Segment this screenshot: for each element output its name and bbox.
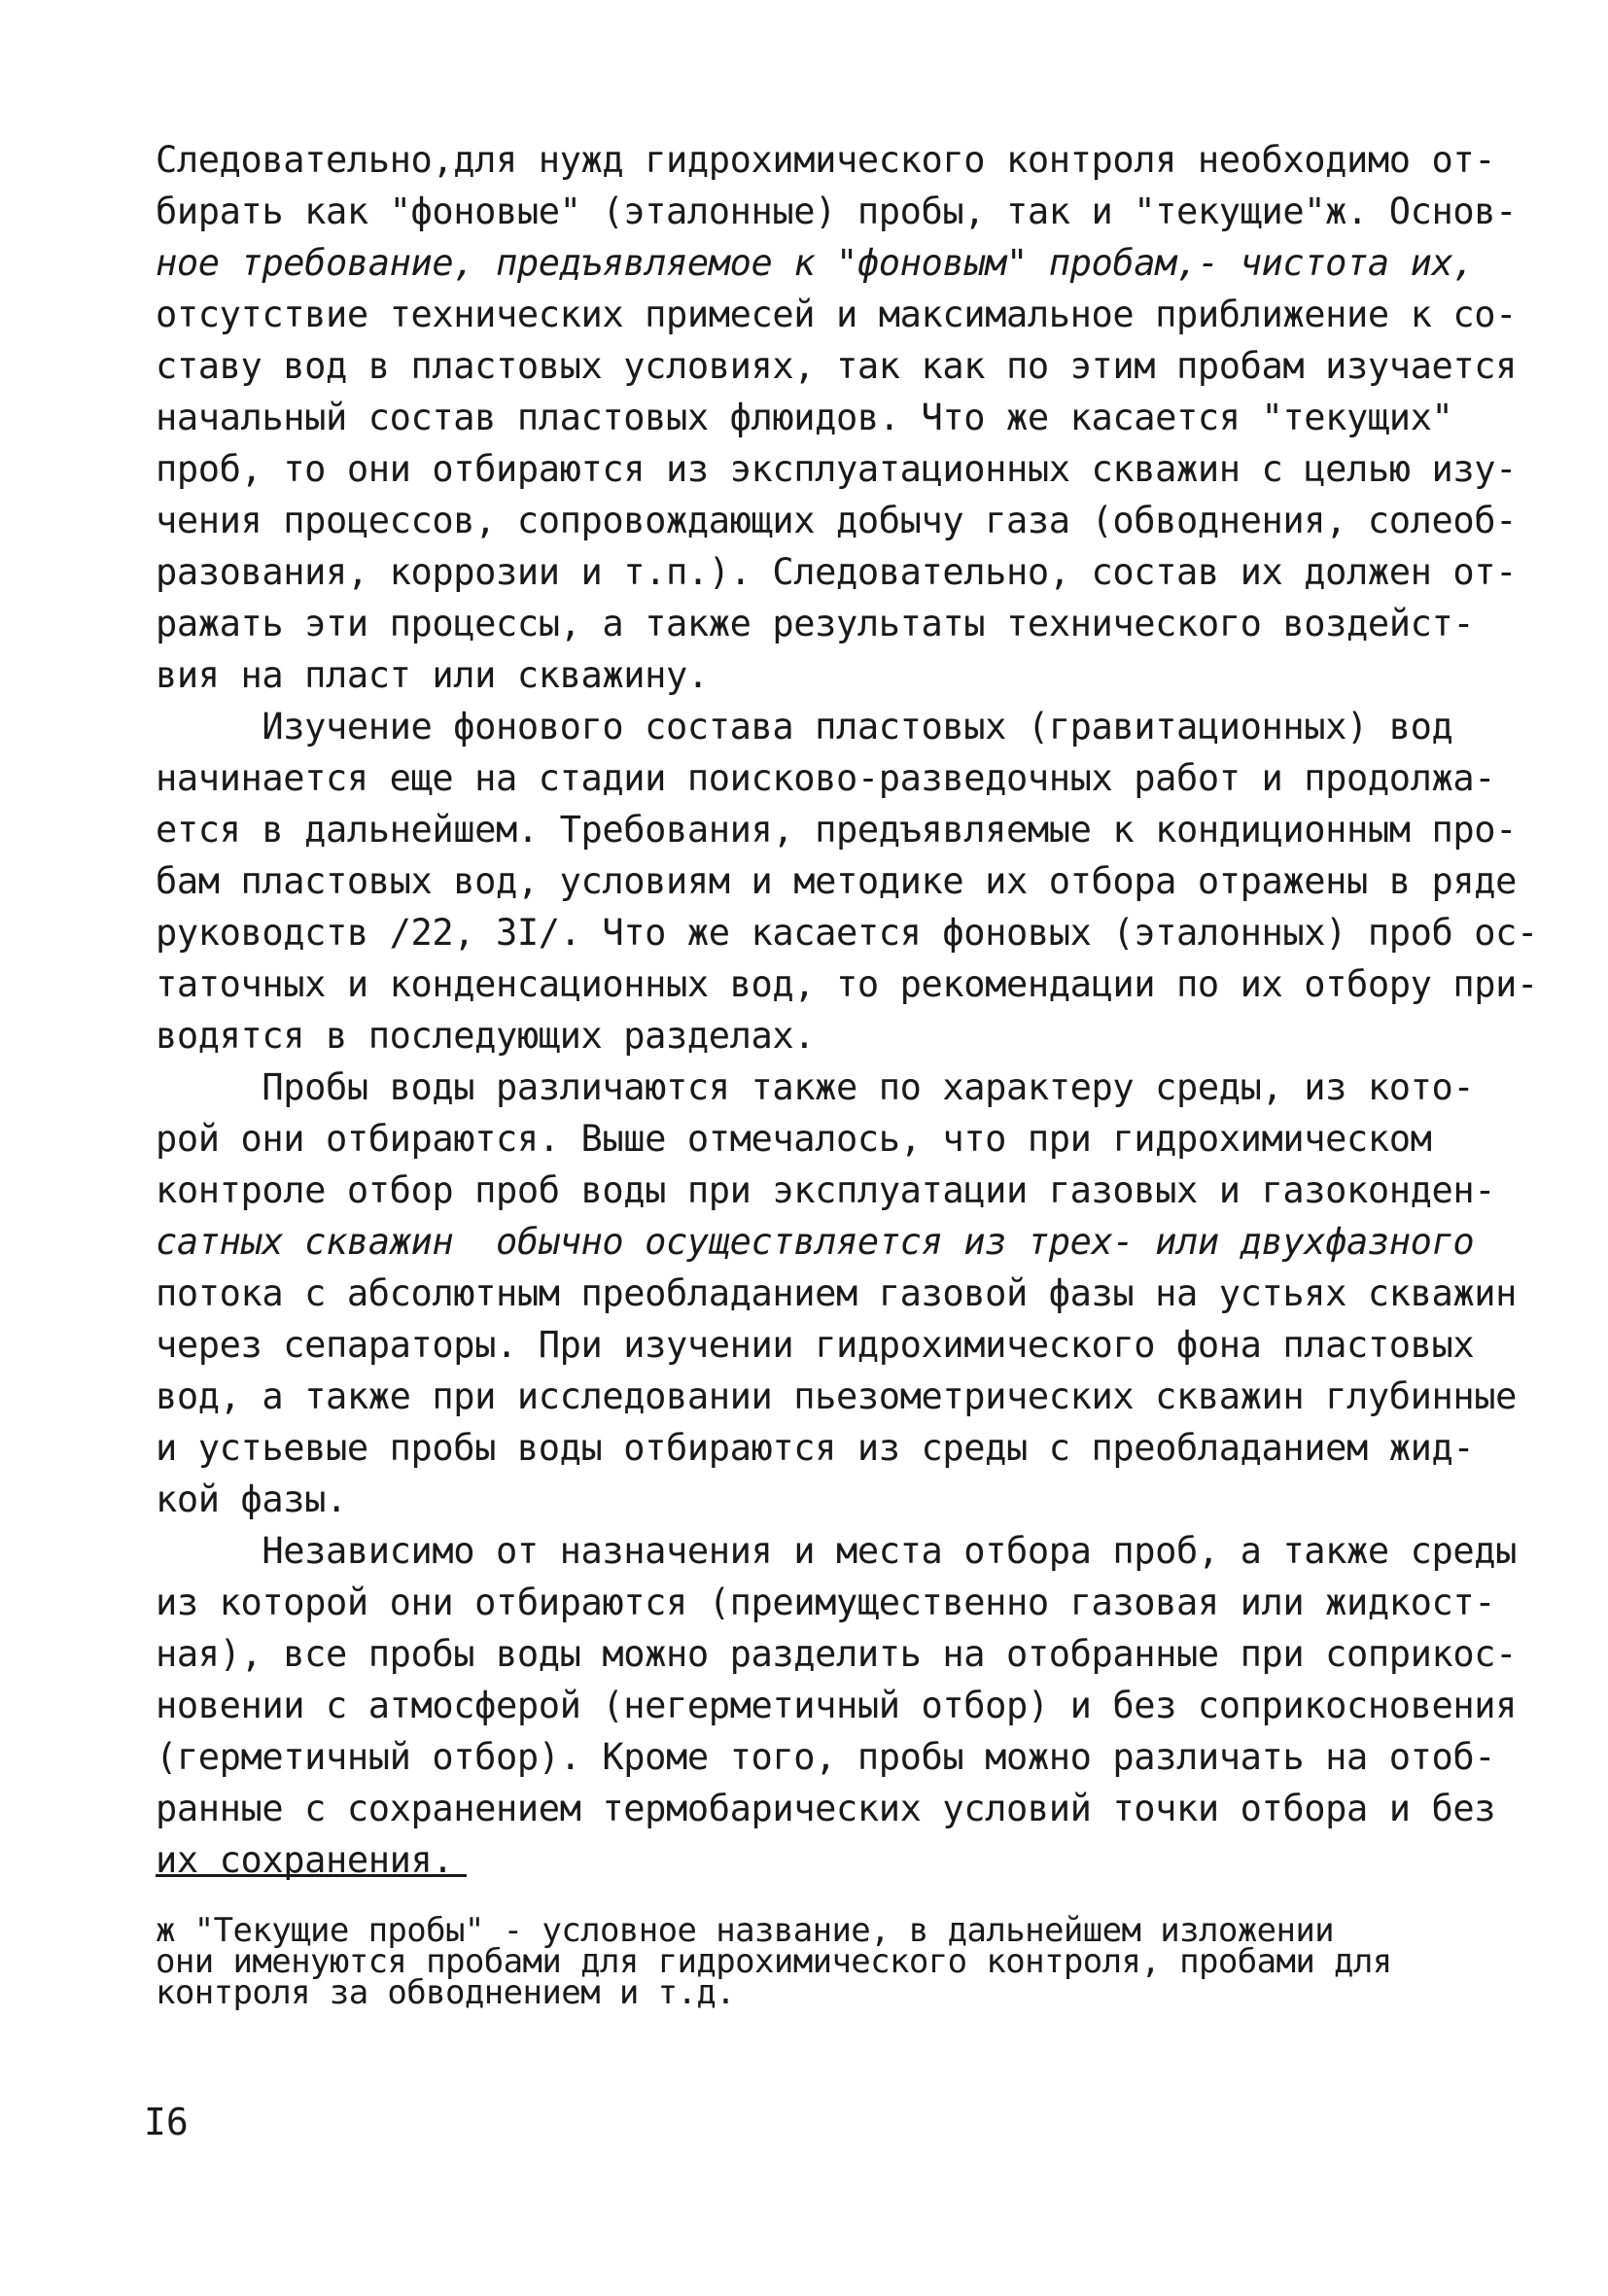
text-line: (герметичный отбор). Кроме того, пробы можно различать на отоб- (156, 1736, 1496, 1778)
text-line: ранные с сохранением термобарических условий точки отбора и без (156, 1788, 1496, 1829)
footnote-line: контроля за обводнением и т.д. (156, 1973, 736, 2012)
text-line: новении с атмосферой (негерметичный отбор) и без соприкосновения (156, 1685, 1518, 1726)
text-line: чения процессов, сопровождающих добычу газа (обводнения, солеоб- (156, 500, 1518, 541)
text-line: их сохранения. (156, 1839, 454, 1881)
paragraph (156, 134, 1518, 701)
text-line: кой фазы. (156, 1478, 347, 1520)
text-line: через сепараторы. При изучении гидрохимического фона пластовых (156, 1324, 1475, 1366)
paragraph (156, 701, 1538, 1061)
text-line: бам пластовых вод, условиям и методике их отбора отражены в ряде (156, 860, 1518, 902)
text-line: из которой они отбираются (преимущественно газовая или жидкост- (156, 1582, 1496, 1623)
text-line: потока с абсолютным преобладанием газовой фазы на устьях скважин (156, 1272, 1518, 1314)
text-line: Изучение фонового состава пластовых (гравитационных) вод (156, 706, 1453, 748)
paragraph (156, 1525, 1518, 1886)
text-line: сатных скважин обычно осуществляется из трех- или двухфазного (156, 1221, 1475, 1263)
footnote (156, 1911, 1517, 2012)
text-line: отсутствие технических примесей и максимальное приближение к со- (156, 294, 1518, 335)
paragraph (156, 1061, 1518, 1525)
text-line: Следовательно,для нужд гидрохимического контроля необходимо от- (156, 139, 1496, 181)
text-line: рой они отбираются. Выше отмечалось, что при гидрохимическом (156, 1118, 1432, 1160)
text-line: и устьевые пробы воды отбираются из среды с преобладанием жид- (156, 1427, 1475, 1469)
footnote-line: они именуются пробами для гидрохимического контроля, пробами для (156, 1942, 1392, 1981)
text-line: бирать как "фоновые" (эталонные) пробы, так и "текущие"ж. Основ- (156, 191, 1518, 232)
text-line: ная), все пробы воды можно разделить на отобранные при соприкос- (156, 1633, 1518, 1675)
text-line: контроле отбор проб воды при эксплуатации газовых и газоконден- (156, 1169, 1496, 1211)
text-line: таточных и конденсационных вод, то рекомендации по их отбору при- (156, 963, 1538, 1005)
text-line: ное требование, предъявляемое к "фоновым" пробам,- чистота их, (156, 242, 1475, 284)
page-number: I6 (144, 2101, 189, 2143)
text-line: водятся в последующих разделах. (156, 1015, 816, 1057)
footnote-separator (156, 1874, 467, 1877)
text-line: руководств /22, 3I/. Что же касается фоновых (эталонных) проб ос- (156, 912, 1538, 954)
text-line: Пробы воды различаются также по характеру среды, из кото- (156, 1066, 1475, 1108)
text-line: начинается еще на стадии поисково-разведочных работ и продолжа- (156, 757, 1496, 799)
text-line: вод, а также при исследовании пьезометрических скважин глубинные (156, 1375, 1518, 1417)
text-line: ставу вод в пластовых условиях, так как по этим пробам изучается (156, 345, 1518, 387)
text-line: Независимо от назначения и места отбора проб, а также среды (156, 1530, 1518, 1572)
text-line: ражать эти процессы, а также результаты технического воздейст- (156, 603, 1475, 644)
text-line: вия на пласт или скважину. (156, 654, 709, 696)
text-line: разования, коррозии и т.п.). Следовательно, состав их должен от- (156, 551, 1518, 593)
text-line: начальный состав пластовых флюидов. Что же касается "текущих" (156, 397, 1453, 438)
text-line: ется в дальнейшем. Требования, предъявляемые к кондиционным про- (156, 809, 1518, 851)
footnote-line: ж "Текущие пробы" - условное название, в дальнейшем изложении (156, 1911, 1335, 1950)
text-line: проб, то они отбираются из эксплуатационных скважин с целью изу- (156, 448, 1518, 490)
body-text (156, 134, 1538, 1886)
